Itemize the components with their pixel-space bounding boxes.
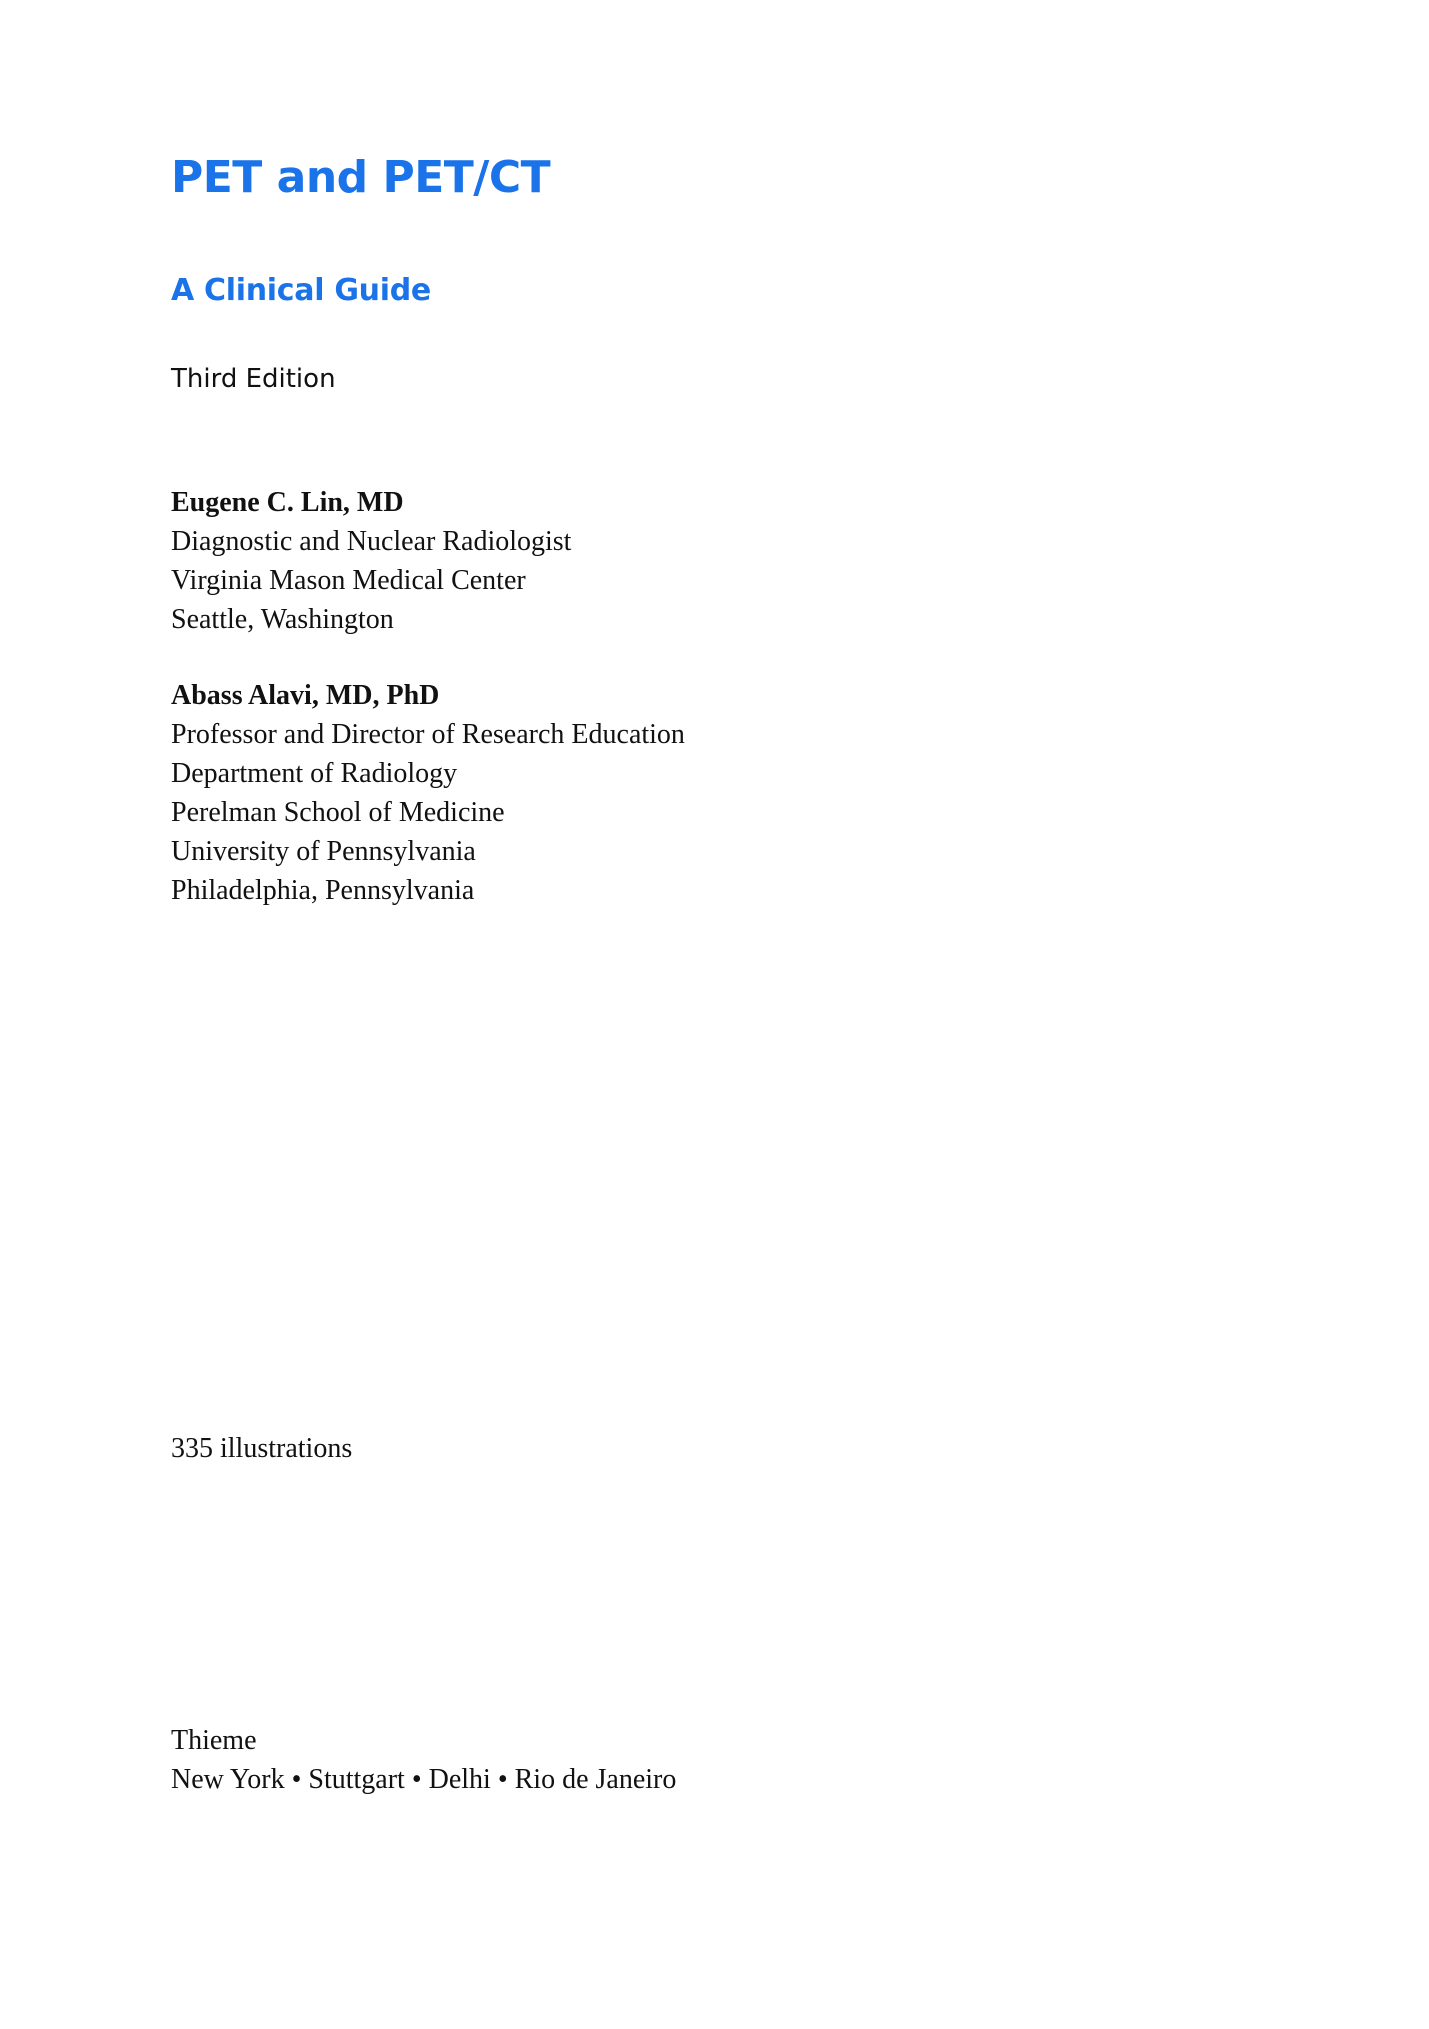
author-block-lin (171, 483, 571, 639)
author-affiliation-line: Seattle, Washington (171, 604, 394, 635)
author-affiliation-line: Perelman School of Medicine (171, 797, 505, 828)
author-affiliation-line: University of Pennsylvania (171, 836, 476, 867)
author-affiliation-line: Diagnostic and Nuclear Radiologist (171, 526, 572, 557)
book-title: PET and PET/CT (171, 152, 551, 203)
author-block-alavi (171, 676, 685, 910)
author-affiliation-line: Professor and Director of Research Education (171, 719, 685, 750)
author-name: Eugene C. Lin, MD (171, 487, 404, 518)
publisher-name: Thieme (171, 1725, 257, 1756)
illustration-count: 335 illustrations (171, 1433, 353, 1464)
publisher-locations: New York • Stuttgart • Delhi • Rio de Janeiro (171, 1764, 677, 1795)
edition-label: Third Edition (171, 364, 336, 394)
author-affiliation-line: Virginia Mason Medical Center (171, 565, 526, 596)
book-subtitle: A Clinical Guide (171, 273, 431, 308)
publisher-block (171, 1721, 676, 1799)
author-affiliation-line: Philadelphia, Pennsylvania (171, 875, 475, 906)
author-affiliation-line: Department of Radiology (171, 758, 458, 789)
author-name: Abass Alavi, MD, PhD (171, 680, 440, 711)
